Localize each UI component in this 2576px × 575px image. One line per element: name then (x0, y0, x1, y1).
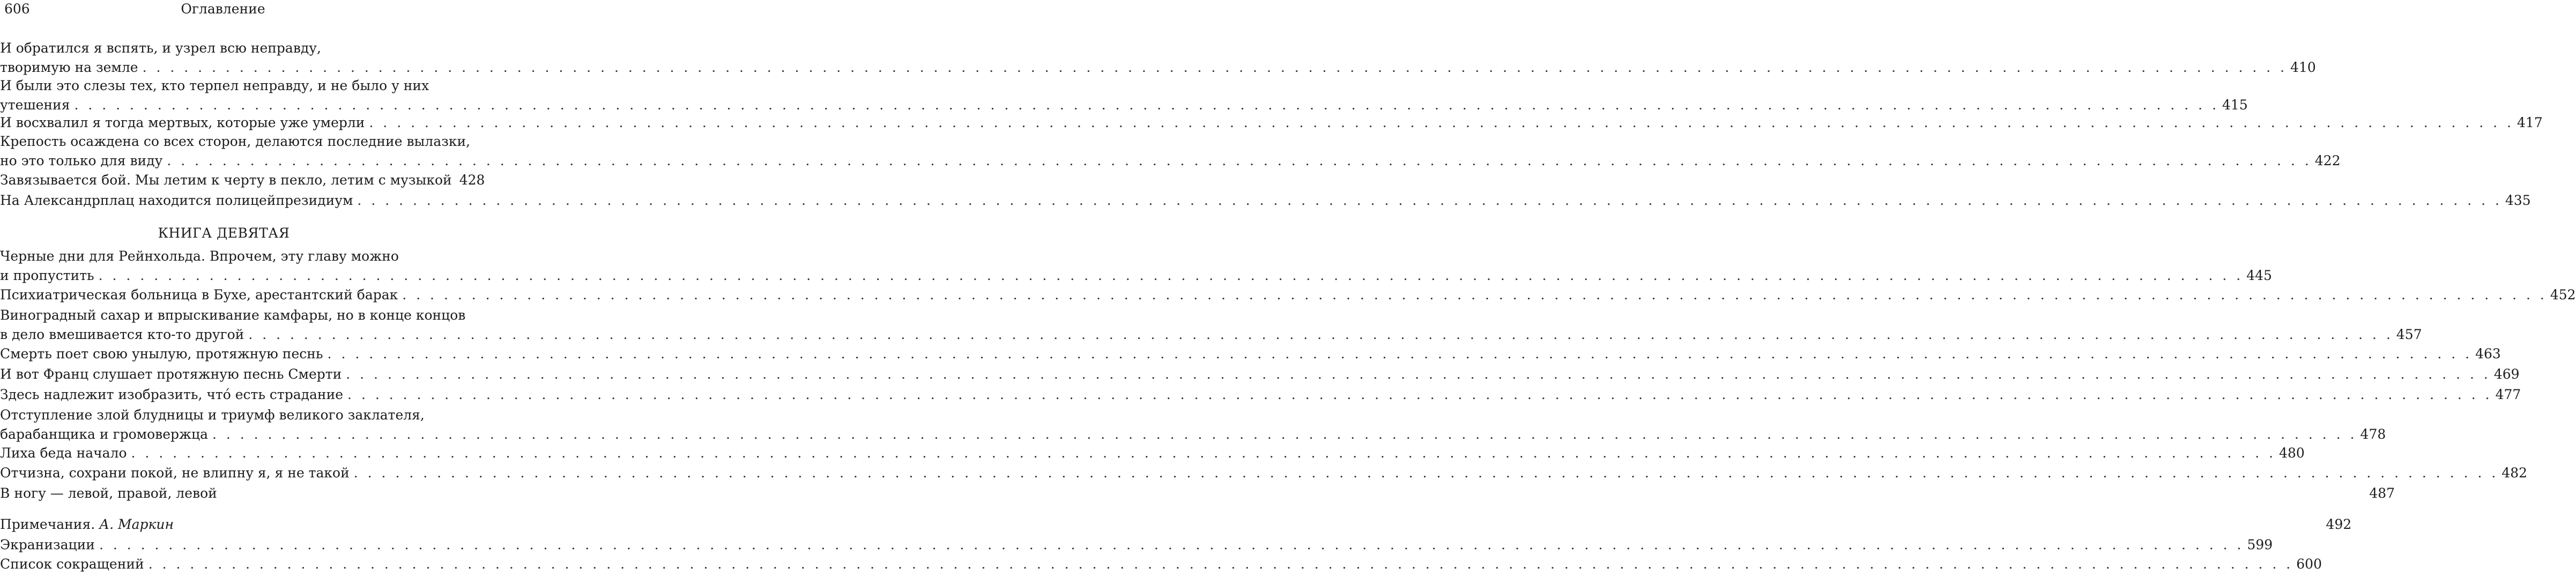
toc-entry[interactable] (0, 484, 2395, 503)
dot-leader (167, 151, 2312, 171)
entry-page-number: 477 (2495, 387, 2521, 402)
entry-title: в дело вмешивается кто-то другой (0, 327, 244, 342)
toc-entry-abbreviations[interactable] (0, 555, 2322, 574)
toc-entry[interactable] (0, 444, 2305, 463)
entry-page-number: 415 (2222, 97, 2248, 113)
entry-page-number: 480 (2279, 445, 2305, 461)
entry-title: Экранизации (0, 537, 95, 552)
dot-leader (74, 95, 2219, 115)
dot-leader (212, 425, 2357, 444)
entry-page-number: 417 (2517, 115, 2543, 130)
entry-title-line1: Крепость осаждена со всех сторон, делаются последние вылазки, (0, 134, 471, 149)
entry-title: Смерть поет свою унылую, протяжную песнь (0, 346, 323, 362)
entry-page-number: 492 (2326, 517, 2352, 532)
toc-entry[interactable] (0, 463, 2528, 483)
toc-entry-notes[interactable] (0, 515, 2352, 534)
toc-entry[interactable] (0, 171, 485, 190)
book-heading: КНИГА ДЕВЯТАЯ (158, 225, 290, 241)
dot-leader (354, 463, 2499, 483)
dot-leader (357, 191, 2502, 210)
dot-leader (369, 113, 2514, 132)
toc-entry[interactable] (0, 344, 2501, 364)
dot-leader (99, 266, 2244, 285)
entry-page-number: 599 (2247, 537, 2273, 552)
dot-leader (402, 285, 2547, 305)
toc-entry[interactable] (0, 385, 2521, 404)
dot-leader (143, 58, 2288, 77)
dot-leader (149, 555, 2293, 574)
dot-leader (328, 344, 2473, 364)
entry-page-number: 410 (2290, 60, 2316, 75)
entry-title: но это только для виду (0, 153, 163, 168)
page-number: 606 (4, 1, 30, 17)
entry-title-line1: И были это слезы тех, кто терпел неправду, и не было у них (0, 78, 429, 93)
entry-title: барабанщика и громовержца (0, 426, 208, 442)
toc-entry-adaptations[interactable] (0, 535, 2273, 555)
notes-author: А. Маркин (99, 517, 174, 532)
entry-title: Лиха беда начало (0, 445, 127, 461)
toc-entry[interactable] (0, 191, 2531, 210)
entry-page-number: 445 (2246, 268, 2272, 283)
dot-leader (99, 535, 2244, 555)
entry-title-line1: Отступление злой блудницы и триумф великого заклателя, (0, 407, 425, 423)
toc-entry[interactable] (0, 132, 2341, 171)
toc-entry[interactable] (0, 247, 2272, 285)
entry-page-number: 482 (2501, 465, 2528, 481)
toc-entry[interactable] (0, 113, 2543, 132)
entry-page-number: 457 (2396, 327, 2422, 342)
entry-page-number: 428 (459, 172, 485, 188)
entry-title: Психиатрическая больница в Бухе, арестантский барак (0, 287, 398, 303)
dot-leader (131, 444, 2276, 463)
entry-title-line1: Виноградный сахар и впрыскивание камфары, но в конце концов (0, 307, 466, 323)
toc-entry[interactable] (0, 285, 2576, 305)
entry-page-number: 478 (2360, 426, 2386, 442)
page-header (4, 1, 442, 19)
entry-page-number: 469 (2493, 366, 2520, 382)
entry-title: И вот Франц слушает протяжную песнь Смерти (0, 366, 342, 382)
dot-leader (248, 325, 2393, 344)
dot-leader (347, 385, 2492, 404)
toc-entry[interactable] (0, 406, 2386, 444)
running-title: Оглавление (181, 1, 265, 17)
entry-page-number: 463 (2475, 346, 2501, 362)
entry-page-number: 422 (2314, 153, 2341, 168)
entry-title-line1: И обратился я вспять, и узрел всю неправду, (0, 40, 321, 56)
notes-label: Примечания. (0, 517, 100, 532)
toc-entry[interactable] (0, 39, 2316, 77)
entry-title-line1: Черные дни для Рейнхольда. Впрочем, эту главу можно (0, 248, 399, 264)
entry-title: В ногу — левой, правой, левой (0, 485, 217, 501)
entry-title: Здесь надлежит изобразить, что́ есть страдание (0, 387, 344, 402)
entry-title: Отчизна, сохрани покой, не влипну я, я не такой (0, 465, 350, 481)
entry-title: Завязывается бой. Мы летим к черту в пекло, летим с музыкой (0, 172, 452, 188)
entry-title (0, 515, 174, 534)
entry-title: утешения (0, 97, 70, 113)
entry-title: и пропустить (0, 268, 94, 283)
entry-title: На Александрплац находится полицейпрезидиум (0, 193, 353, 208)
entry-title: Список сокращений (0, 556, 144, 572)
entry-page-number: 487 (2369, 485, 2395, 501)
entry-title: И восхвалил я тогда мертвых, которые уже умерли (0, 115, 365, 130)
toc-entry[interactable] (0, 365, 2520, 384)
entry-page-number: 452 (2550, 287, 2576, 303)
entry-title: творимую на земле (0, 60, 138, 75)
toc-entry[interactable] (0, 306, 2422, 344)
entry-page-number: 600 (2296, 556, 2322, 572)
toc-entry[interactable] (0, 76, 2248, 115)
entry-page-number: 435 (2505, 193, 2531, 208)
dot-leader (346, 365, 2491, 384)
